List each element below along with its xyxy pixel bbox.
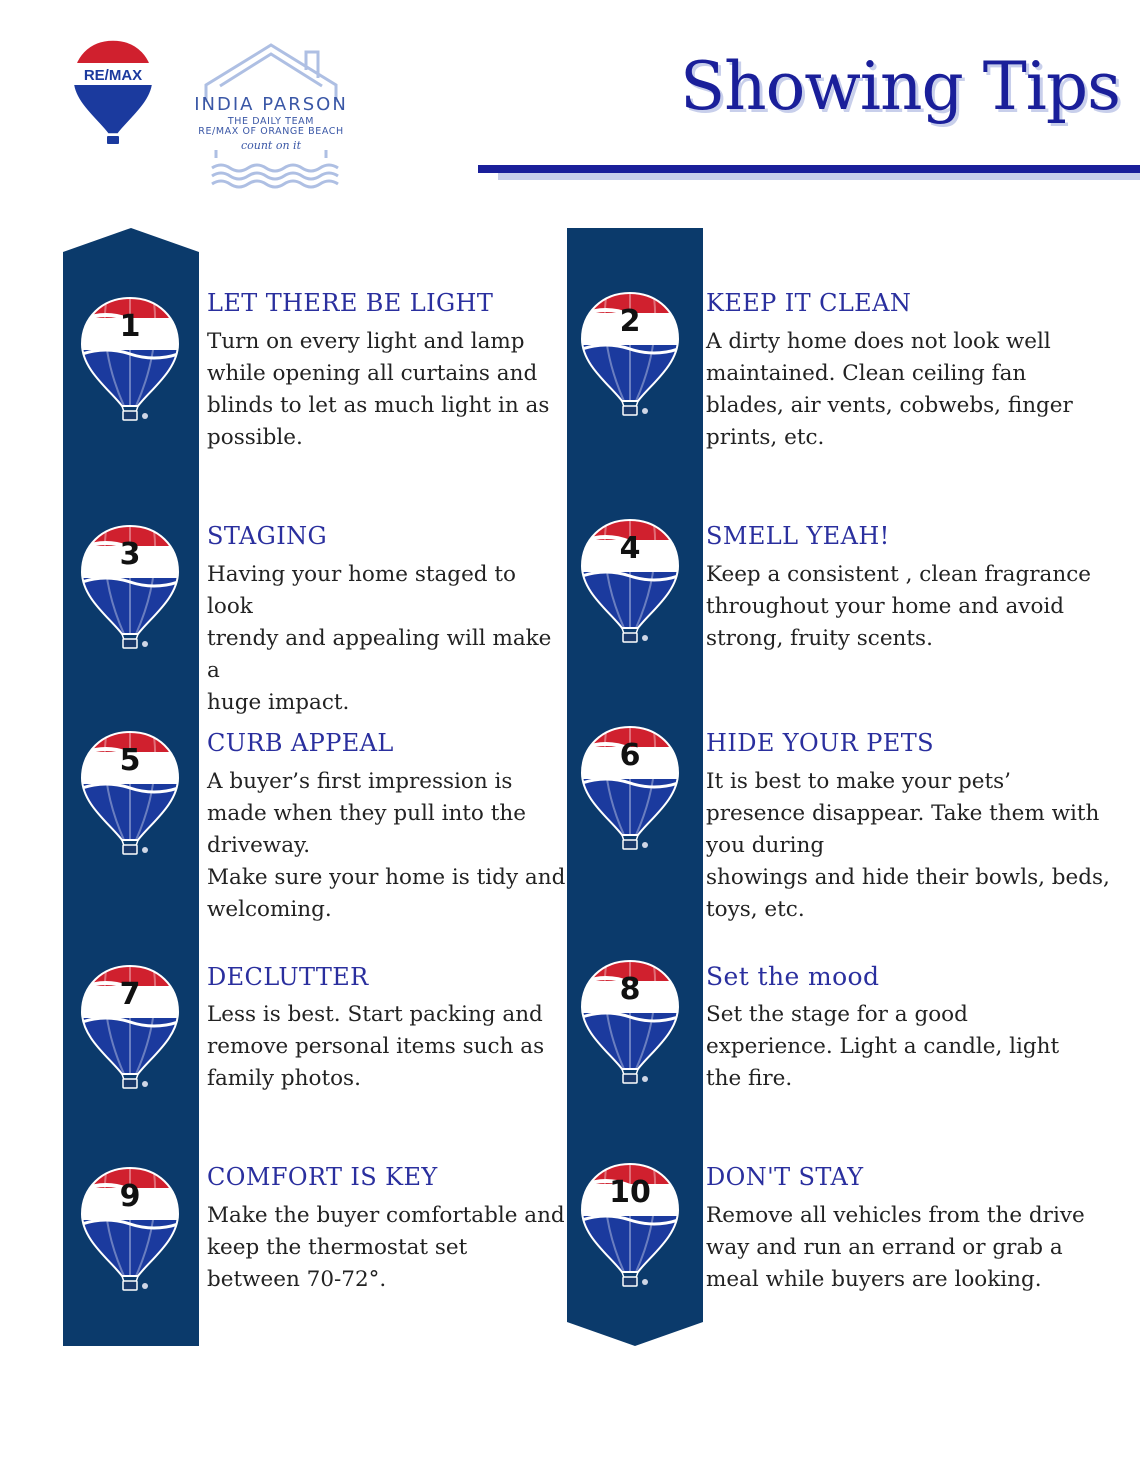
tip-body-line: way and run an errand or grab a (706, 1235, 1063, 1260)
tip-number: 3 (119, 537, 141, 572)
remax-balloon-icon (70, 38, 156, 148)
balloon-badge (78, 726, 186, 858)
tip-body-line: throughout your home and avoid (706, 594, 1065, 619)
team-logo (176, 40, 366, 190)
tip-body-line: keep the thermostat set (207, 1235, 468, 1260)
tip-number: 5 (119, 743, 141, 778)
house-waves-icon (176, 40, 366, 190)
tip-body-line: made when they pull into the (207, 801, 526, 826)
tip-number: 10 (609, 1175, 651, 1210)
tip-body-line: It is best to make your pets’ (706, 769, 1011, 794)
balloon-badge (578, 287, 686, 419)
balloon-badge (78, 292, 186, 424)
tip-body-line: possible. (207, 425, 303, 450)
tip-body-line: meal while buyers are looking. (706, 1267, 1042, 1292)
tip-body-line: presence disappear. Take them with (706, 801, 1100, 826)
tip-body (207, 559, 567, 719)
tip-body-line: driveway. (207, 833, 311, 858)
tip-body-line: between 70-72°. (207, 1267, 387, 1292)
tip-body-line: A buyer’s first impression is (207, 769, 513, 794)
tip-body-line: blinds to let as much light in as (207, 393, 550, 418)
balloon-badge (78, 1162, 186, 1294)
tip-body-line: toys, etc. (706, 897, 805, 922)
tip-body-line: remove personal items such as (207, 1034, 545, 1059)
balloon-badge (578, 1158, 686, 1290)
tip-number: 8 (619, 972, 641, 1007)
tip-body-line: Turn on every light and lamp (207, 329, 525, 354)
title-underline-shadow (498, 172, 1140, 180)
tip-body-line: the fire. (706, 1066, 793, 1091)
tip-body (706, 766, 1126, 926)
tip-number: 1 (119, 309, 141, 344)
svg-text:RE/MAX: RE/MAX (83, 67, 143, 84)
tip-body-line: welcoming. (207, 897, 332, 922)
tip-heading: COMFORT IS KEY (207, 1163, 438, 1191)
office-name: RE/MAX OF ORANGE BEACH (198, 126, 344, 137)
tip-body-line: prints, etc. (706, 425, 825, 450)
tip-body (207, 1200, 567, 1296)
tip-body-line: Having your home staged to look (207, 562, 516, 619)
balloon-badge (78, 960, 186, 1092)
tip-body-line: huge impact. (207, 690, 350, 715)
tip-body-line: family photos. (207, 1066, 361, 1091)
tip-heading: DON'T STAY (706, 1163, 864, 1191)
tip-heading: LET THERE BE LIGHT (207, 289, 494, 317)
tip-heading: HIDE YOUR PETS (706, 729, 934, 757)
remax-logo (70, 38, 156, 148)
tip-body-line: maintained. Clean ceiling fan (706, 361, 1027, 386)
tip-body-line: Less is best. Start packing and (207, 1002, 543, 1027)
team-name: THE DAILY TEAM (227, 116, 315, 127)
tip-heading: STAGING (207, 522, 328, 550)
tip-body-line: Remove all vehicles from the drive (706, 1203, 1085, 1228)
tip-number: 7 (119, 977, 141, 1012)
tip-body-line: trendy and appealing will make a (207, 626, 552, 683)
tip-body-line: showings and hide their bowls, beds, (706, 865, 1110, 890)
tip-body-line: Make sure your home is tidy and (207, 865, 566, 890)
tip-heading: Set the mood (706, 962, 880, 991)
balloon-badge (578, 955, 686, 1087)
tip-body (706, 1200, 1116, 1296)
tip-number: 6 (619, 738, 641, 773)
tip-heading: KEEP IT CLEAN (706, 289, 912, 317)
tip-body-line: experience. Light a candle, light (706, 1034, 1060, 1059)
tip-body-line: you during (706, 833, 825, 858)
tip-body-line: Set the stage for a good (706, 1002, 968, 1027)
tip-body-line: blades, air vents, cobwebs, finger (706, 393, 1073, 418)
tip-body (207, 326, 567, 454)
team-tagline: count on it (240, 139, 301, 152)
tip-heading: CURB APPEAL (207, 729, 394, 757)
page-title: Showing Tips (679, 48, 1120, 125)
title-underline (478, 165, 1140, 173)
tip-body-line: Keep a consistent , clean fragrance (706, 562, 1091, 587)
tip-body-line: A dirty home does not look well (706, 329, 1051, 354)
tip-body (706, 326, 1116, 454)
tip-number: 9 (119, 1179, 141, 1214)
tip-body-line: Make the buyer comfortable and (207, 1203, 565, 1228)
balloon-badge (578, 514, 686, 646)
tip-body-line: strong, fruity scents. (706, 626, 933, 651)
tip-body (706, 559, 1116, 655)
tip-heading: DECLUTTER (207, 963, 369, 991)
tip-body (207, 999, 567, 1095)
tip-body (706, 999, 1116, 1095)
balloon-badge (578, 721, 686, 853)
tip-number: 4 (619, 531, 641, 566)
tip-body (207, 766, 567, 926)
tip-number: 2 (619, 304, 641, 339)
agent-name: INDIA PARSON (194, 94, 348, 115)
balloon-badge (78, 520, 186, 652)
tip-body-line: while opening all curtains and (207, 361, 538, 386)
tip-heading: SMELL YEAH! (706, 522, 890, 550)
